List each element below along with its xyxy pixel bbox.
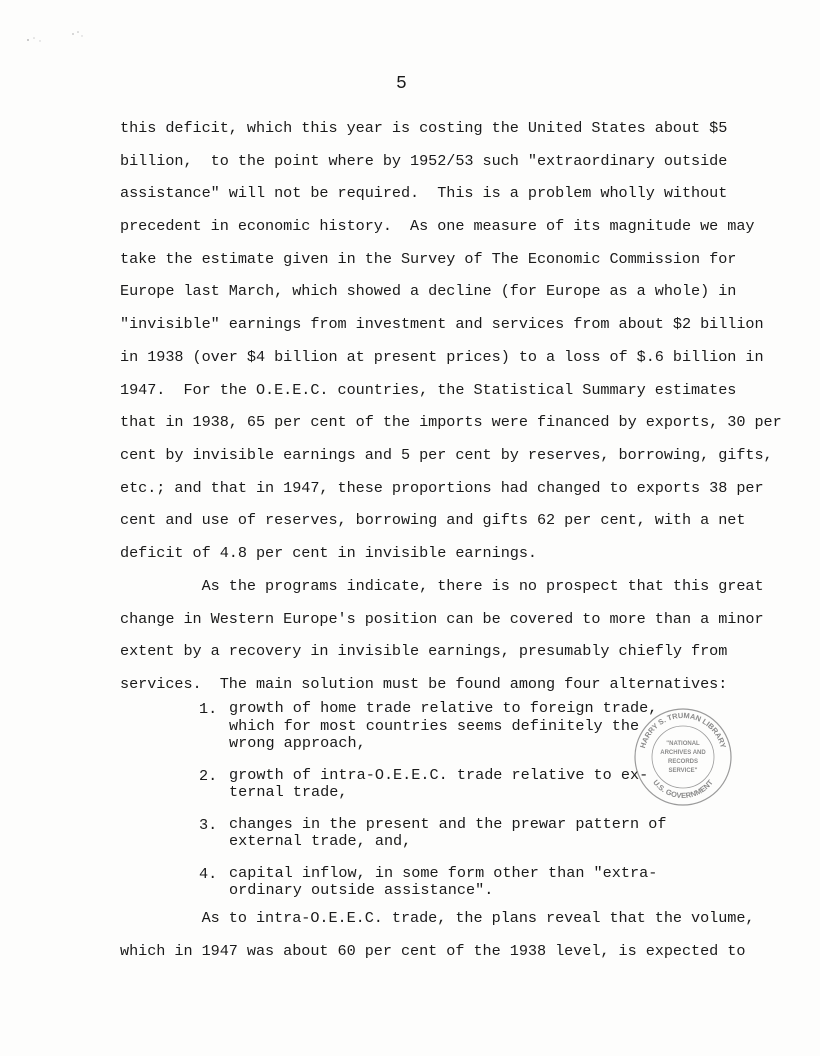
text-line: ternal trade, [229, 783, 348, 801]
stamp-bottom-text: U.S. GOVERNMENT [651, 777, 715, 801]
list-item-number: 3. [199, 815, 218, 834]
list-item [199, 699, 658, 753]
stamp-center-line: SERVICE" [668, 768, 698, 774]
text-line: that in 1938, 65 per cent of the imports were financed by exports, 30 per [120, 413, 782, 432]
paragraph-2 [120, 570, 764, 701]
text-line: assistance" will not be required. This is a problem wholly without [120, 184, 728, 203]
text-line: external trade, and, [229, 832, 412, 850]
text-line: take the estimate given in the Survey of The Economic Commission for [120, 249, 737, 268]
text-line: As to intra-O.E.E.C. trade, the plans reveal that the volume, [120, 909, 755, 927]
svg-text:U.S. GOVERNMENT [651, 778, 715, 800]
text-line: which in 1947 was about 60 per cent of the 1938 level, is expected to [120, 941, 746, 960]
text-line: which for most countries seems definitely the [229, 716, 640, 735]
list-item [199, 863, 658, 900]
stamp-center-line: "NATIONAL [666, 741, 700, 747]
list-item-text [229, 814, 667, 851]
text-line: etc.; and that in 1947, these proportions had changed to exports 38 per [120, 478, 764, 497]
text-line: growth of intra-O.E.E.C. trade relative to ex- [229, 765, 649, 784]
text-line: change in Western Europe's position can be covered to more than a minor [120, 609, 764, 628]
text-line: deficit of 4.8 per cent in invisible earnings. [120, 543, 537, 562]
paragraph-1 [120, 112, 782, 570]
list-item-number: 4. [199, 864, 218, 883]
text-line: changes in the present and the prewar pattern of [229, 814, 667, 833]
text-line: this deficit, which this year is costing the United States about $5 [120, 119, 728, 137]
text-line: services. The main solution must be found among four alternatives: [120, 675, 728, 694]
archive-stamp [632, 706, 734, 808]
list-item [199, 814, 667, 851]
list-item-text [229, 863, 658, 900]
list-item-text [229, 699, 658, 753]
text-line: cent by invisible earnings and 5 per cent by reserves, borrowing, gifts, [120, 445, 773, 464]
text-line: growth of home trade relative to foreign trade, [229, 699, 658, 717]
list-item [199, 765, 649, 802]
stamp-center-line: ARCHIVES AND [660, 750, 706, 756]
text-line: 1947. For the O.E.E.C. countries, the Statistical Summary estimates [120, 380, 737, 399]
text-line: capital inflow, in some form other than "extra- [229, 863, 658, 882]
text-line: As the programs indicate, there is no prospect that this great [120, 577, 764, 595]
stamp-top-text: HARRY S. TRUMAN LIBRARY [638, 710, 728, 750]
paper-smudge [18, 24, 98, 54]
list-item-text [229, 765, 649, 802]
text-line: precedent in economic history. As one measure of its magnitude we may [120, 217, 755, 236]
page-number: 5 [396, 74, 407, 94]
list-item-number: 1. [199, 700, 218, 718]
text-line: cent and use of reserves, borrowing and gifts 62 per cent, with a net [120, 511, 746, 530]
text-line: "invisible" earnings from investment and services from about $2 billion [120, 315, 764, 334]
list-item-number: 2. [199, 766, 218, 785]
stamp-center-line: RECORDS [667, 759, 699, 765]
text-line: wrong approach, [229, 734, 366, 752]
text-line: Europe last March, which showed a decline (for Europe as a whole) in [120, 282, 737, 301]
alternatives-list [199, 699, 667, 914]
text-line: ordinary outside assistance". [229, 881, 494, 899]
text-line: billion, to the point where by 1952/53 such "extraordinary outside [120, 151, 728, 170]
text-line: in 1938 (over $4 billion at present prices) to a loss of $.6 billion in [120, 347, 764, 366]
text-line: extent by a recovery in invisible earnings, presumably chiefly from [120, 642, 728, 661]
paragraph-3 [120, 902, 755, 967]
